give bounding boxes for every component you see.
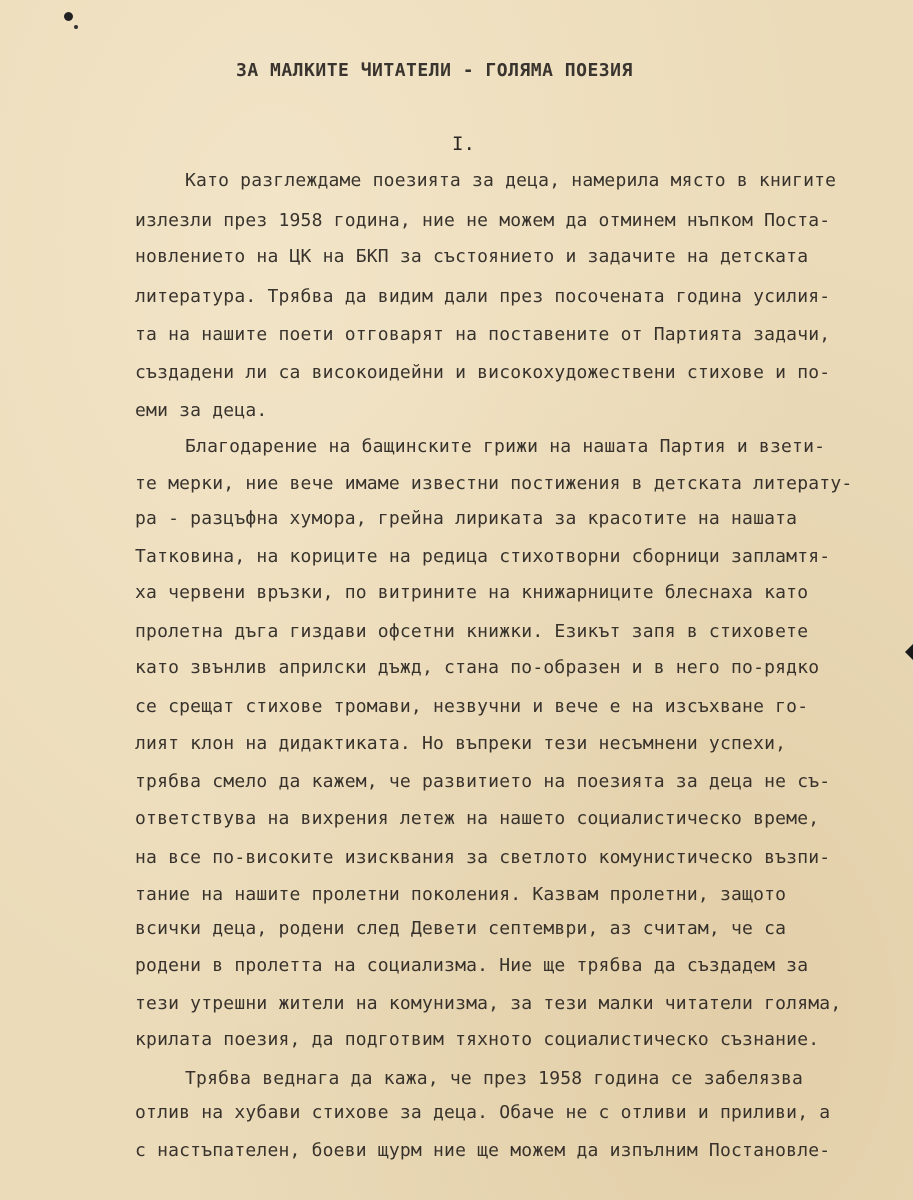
text-line: родени в пролетта на социализма. Ние ще трябва да създадем за <box>135 955 809 976</box>
text-line: пролетна дъга гиздави офсетни книжки. Езикът запя в стиховете <box>135 621 809 642</box>
document-title: ЗА МАЛКИТЕ ЧИТАТЕЛИ - ГОЛЯМА ПОЕЗИЯ <box>236 60 633 81</box>
text-line: та на нашите поети отговарят на поставените от Партията задачи, <box>135 324 831 345</box>
edge-mark <box>905 644 913 660</box>
text-line: Благодарение на бащинските грижи на нашата Партия и взети- <box>185 436 826 457</box>
text-line: тание на нашите пролетни поколения. Казвам пролетни, защото <box>135 884 787 905</box>
text-line: еми за деца. <box>135 400 268 421</box>
text-line: създадени ли са високоидейни и високохудожествени стихове и по- <box>135 362 831 383</box>
text-line: трябва смело да кажем, че развитието на поезията за деца не съ- <box>135 771 831 792</box>
text-line: крилата поезия, да подготвим тяхното социалистическо съзнание. <box>135 1029 820 1050</box>
section-number: I. <box>452 133 475 155</box>
text-line: ра - разцъфна хумора, грейна лириката за красотите на нашата <box>135 508 798 529</box>
text-line: лият клон на дидактиката. Но въпреки тези несъмнени успехи, <box>135 733 787 754</box>
text-line: с настъпателен, боеви щурм ние ще можем да изпълним Постановле- <box>135 1140 831 1161</box>
text-line: ха червени връзки, по витрините на книжарниците блеснаха като <box>135 582 809 603</box>
text-line: ответствува на вихрения летеж на нашето социалистическо време, <box>135 808 820 829</box>
text-line: тези утрешни жители на комунизма, за тези малки читатели голяма, <box>135 993 842 1014</box>
text-line: Като разглеждаме поезията за деца, намерила място в книгите <box>185 170 837 191</box>
text-line: Трябва веднага да кажа, че през 1958 година се забелязва <box>185 1068 804 1089</box>
text-line: отлив на хубави стихове за деца. Обаче не с отливи и приливи, а <box>135 1102 831 1123</box>
ink-speck <box>64 12 73 21</box>
text-line: Татковина, на кориците на редица стихотворни сборници запламтя- <box>135 546 831 567</box>
text-line: новлението на ЦК на БКП за състоянието и задачите на детската <box>135 246 809 267</box>
text-line: литература. Трябва да видим дали през посочената година усилия- <box>135 286 831 307</box>
text-line: излезли през 1958 година, ние не можем да отминем нъпком Поста- <box>135 210 831 231</box>
text-line: на все по-високите изисквания за светлото комунистическо възпи- <box>135 847 831 868</box>
ink-speck-small <box>74 25 78 29</box>
text-line: всички деца, родени след Девети септември, аз считам, че са <box>135 918 787 939</box>
text-line: като звънлив априлски дъжд, стана по-образен и в него по-рядко <box>135 657 820 678</box>
text-line: се срещат стихове тромави, незвучни и вече е на изсъхване го- <box>135 696 809 717</box>
text-line: те мерки, ние вече имаме известни постижения в детската литерату- <box>135 473 853 494</box>
